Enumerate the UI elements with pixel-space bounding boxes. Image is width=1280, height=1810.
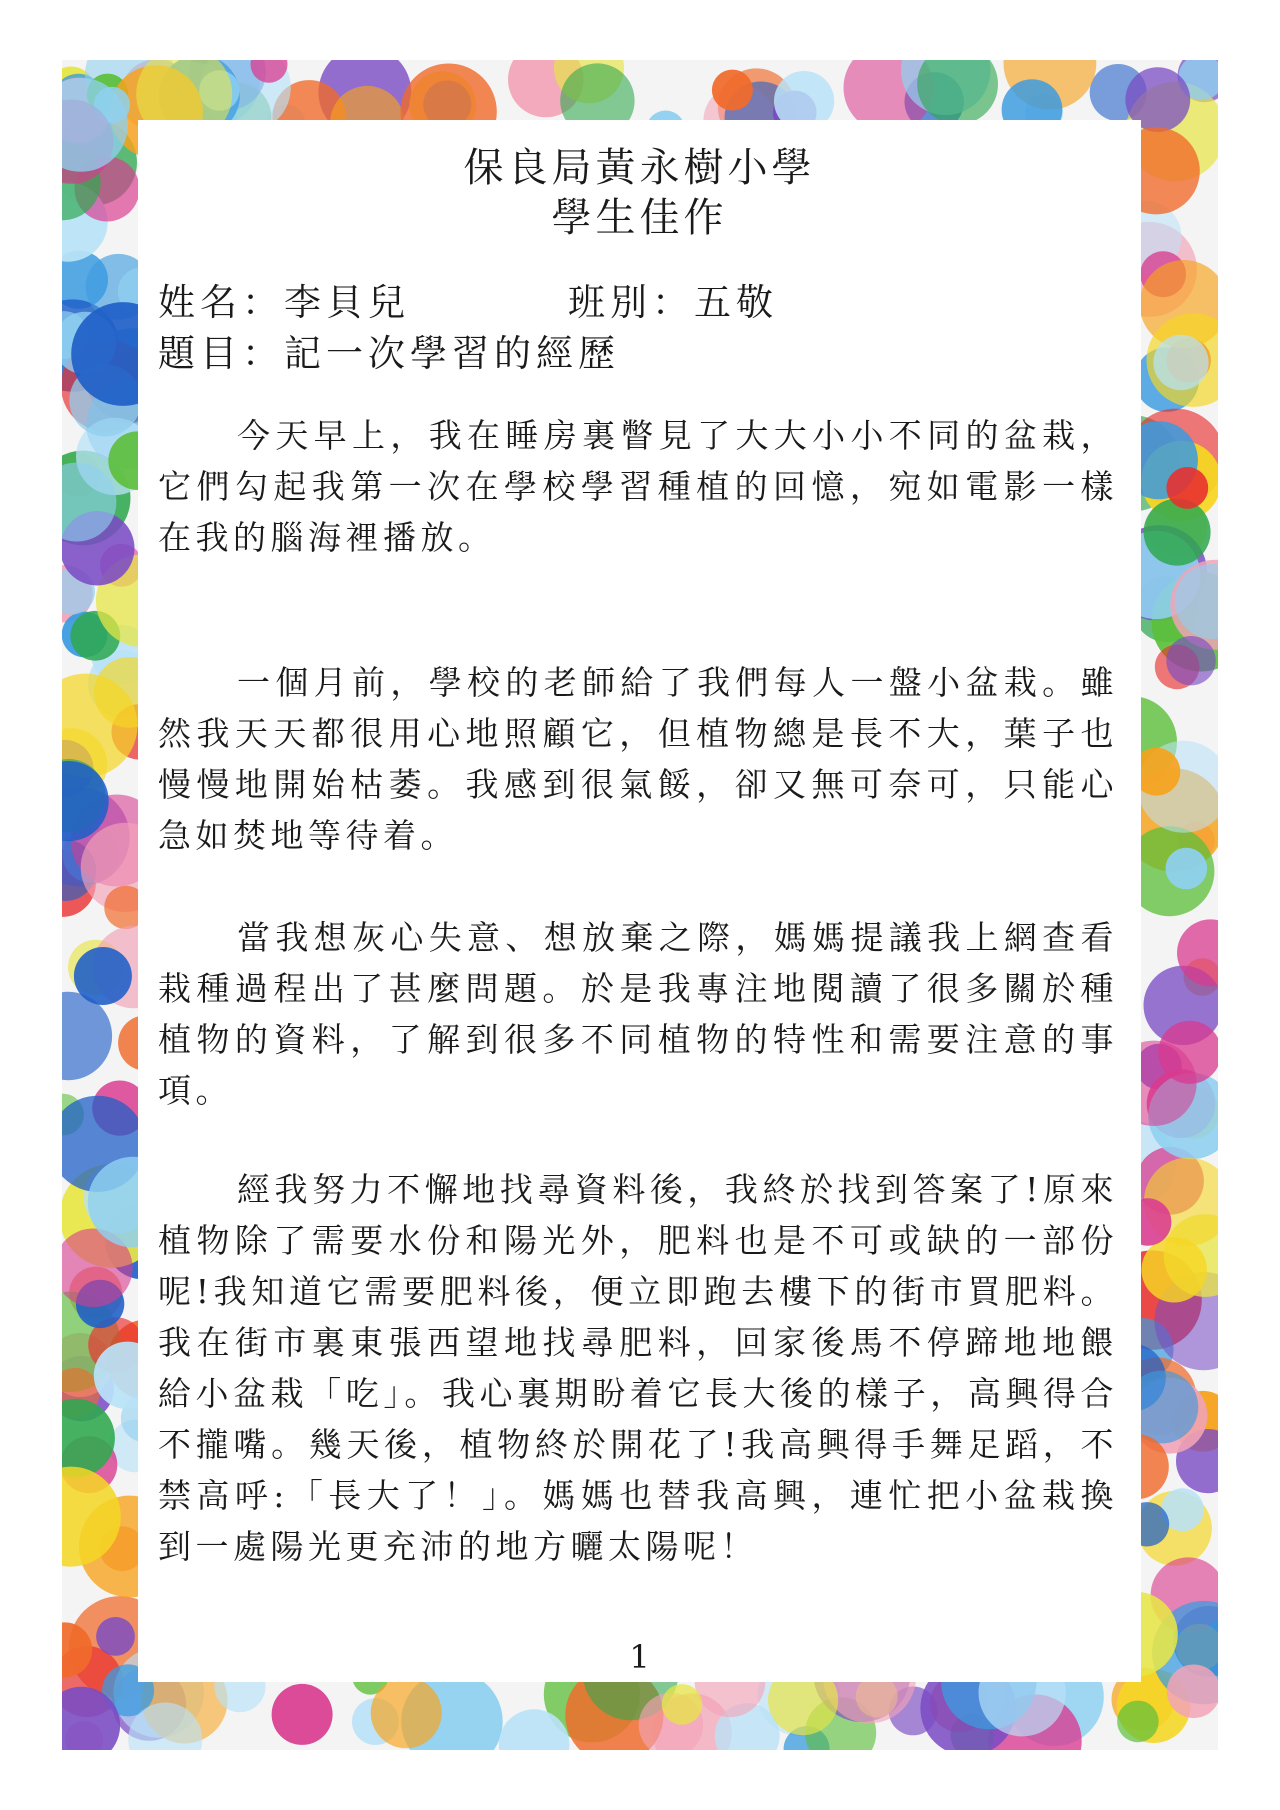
paragraph-1: 今天早上，我在睡房裏瞥見了大大小小不同的盆栽，它們勾起我第一次在學校學習種植的回憶，宛如電影一樣在我的腦海裡播放。 bbox=[158, 416, 1118, 557]
essay-topic: 題目：記一次學習的經歷 bbox=[158, 332, 620, 375]
watercolor-dot bbox=[1166, 467, 1208, 509]
watercolor-dot bbox=[62, 992, 112, 1080]
watercolor-dot bbox=[1153, 335, 1208, 390]
section-heading: 學生佳作 bbox=[551, 195, 728, 241]
paragraph-3: 當我想灰心失意、想放棄之際，媽媽提議我上網查看栽種過程出了甚麼問題。於是我專注地閱讀了很多關於種植物的資料，了解到很多不同植物的特性和需要注意的事項。 bbox=[158, 918, 1118, 1110]
watercolor-dot bbox=[1117, 1701, 1159, 1743]
watercolor-dot-border bbox=[62, 60, 1218, 1750]
watercolor-dot bbox=[662, 1684, 703, 1725]
paragraph-2: 一個月前，學校的老師給了我們每人一盤小盆栽。雖然我天天都很用心地照顧它，但植物總是長不大，葉子也慢慢地開始枯萎。我感到很氣餒，卻又無可奈可，只能心急如焚地等待着。 bbox=[158, 663, 1118, 855]
watercolor-dot bbox=[96, 1617, 135, 1656]
student-name: 姓名：李貝兒 bbox=[158, 281, 410, 324]
school-name: 保良局黃永樹小學 bbox=[463, 145, 816, 191]
watercolor-dot bbox=[712, 70, 753, 111]
watercolor-dot bbox=[1167, 1665, 1218, 1719]
watercolor-dot bbox=[272, 1684, 333, 1745]
watercolor-dot bbox=[1144, 499, 1211, 566]
essay-page bbox=[138, 120, 1141, 1682]
watercolor-dot bbox=[1166, 848, 1208, 890]
watercolor-dot bbox=[74, 947, 132, 1005]
watercolor-dot bbox=[1166, 636, 1215, 685]
watercolor-dot bbox=[1142, 1237, 1207, 1302]
student-class: 班別：五敬 bbox=[568, 281, 778, 324]
paragraph-4: 經我努力不懈地找尋資料後，我終於找到答案了!原來植物除了需要水份和陽光外，肥料也是不可或缺的一部份呢!我知道它需要肥料後，便立即跑去樓下的街市買肥料。我在街市裏東張西望地找尋肥料，回家後馬不停蹄地地餵給小盆栽「吃」。我心裏期盼着它長大後的樣子，高興得合不攏嘴。幾天後，植物終於開花了!我高興得手舞足蹈，不禁高呼:「長大了！」。媽媽也替我高興，連忙把小盆栽換到一處陽光更充沛的地方曬太陽呢！ bbox=[158, 1170, 1118, 1566]
page-number: 1 bbox=[629, 1638, 650, 1676]
watercolor-dot bbox=[371, 1677, 442, 1748]
